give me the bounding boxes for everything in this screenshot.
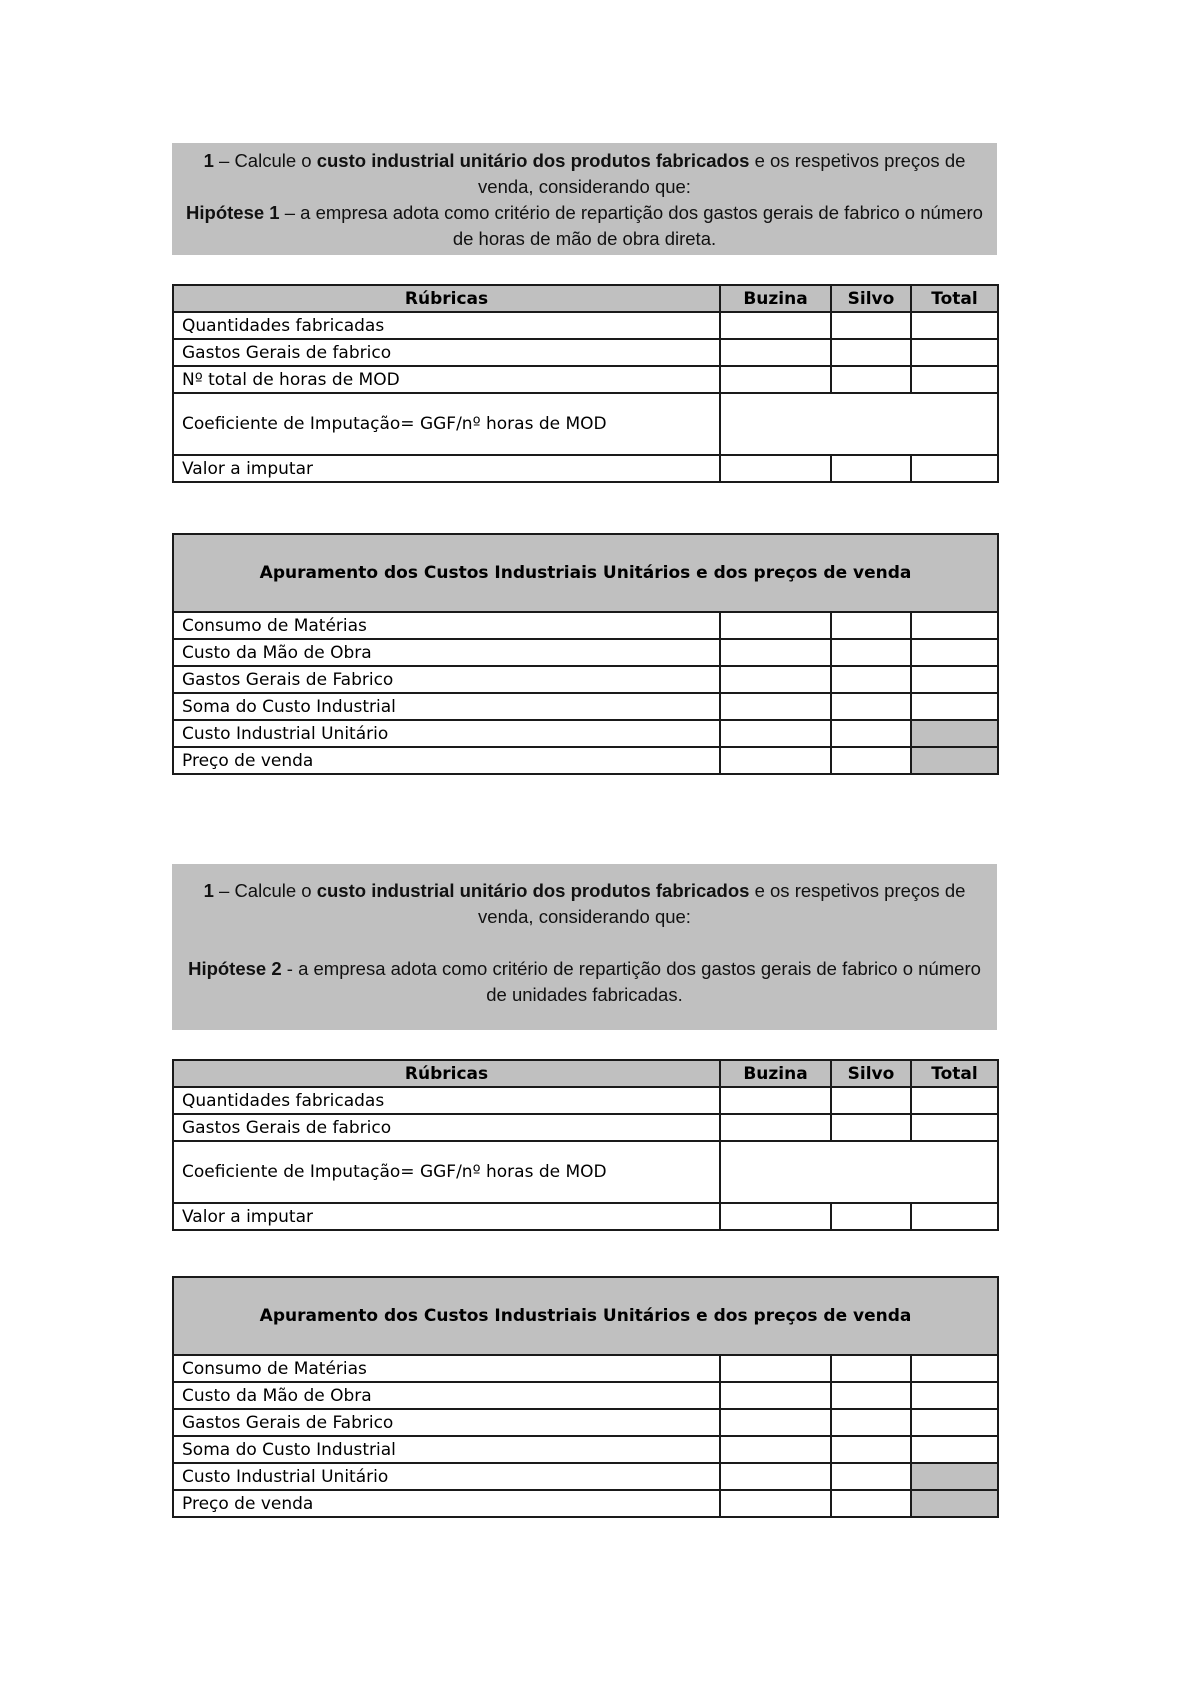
cell-silvo[interactable] bbox=[831, 1409, 911, 1436]
table-row bbox=[173, 639, 998, 666]
cell-buzina[interactable] bbox=[720, 312, 831, 339]
row-label: Soma do Custo Industrial bbox=[173, 1436, 720, 1463]
table-row bbox=[173, 1141, 998, 1203]
cell-coefficient[interactable] bbox=[720, 1141, 998, 1203]
table-row bbox=[173, 339, 998, 366]
cell-total[interactable] bbox=[911, 666, 998, 693]
cell-silvo[interactable] bbox=[831, 339, 911, 366]
hypothesis-1-condition: Hipótese 1 – a empresa adota como critério de repartição dos gastos gerais de fabrico o número de horas de mão de obra direta. bbox=[186, 202, 983, 249]
cell-buzina[interactable] bbox=[720, 366, 831, 393]
hypothesis-2-condition: Hipótese 2 - a empresa adota como critério de repartição dos gastos gerais de fabrico o número de unidades fabricadas. bbox=[188, 958, 981, 1005]
cell-buzina[interactable] bbox=[720, 639, 831, 666]
cell-total[interactable] bbox=[911, 366, 998, 393]
rubricas-table-1 bbox=[172, 284, 999, 483]
hypothesis-1-instruction: 1 – Calcule o custo industrial unitário dos produtos fabricados e os respetivos preços de venda, considerando que: bbox=[203, 150, 966, 197]
cell-silvo[interactable] bbox=[831, 720, 911, 747]
hypothesis-1-statement bbox=[172, 143, 997, 255]
rubricas-table-2 bbox=[172, 1059, 999, 1231]
cell-silvo[interactable] bbox=[831, 1436, 911, 1463]
cell-total[interactable] bbox=[911, 693, 998, 720]
row-label: Custo da Mão de Obra bbox=[173, 1382, 720, 1409]
header-total: Total bbox=[911, 285, 998, 312]
cell-total[interactable] bbox=[911, 312, 998, 339]
cell-buzina[interactable] bbox=[720, 612, 831, 639]
table-header-row bbox=[173, 285, 998, 312]
row-label: Consumo de Matérias bbox=[173, 612, 720, 639]
table-row bbox=[173, 1463, 998, 1490]
apuramento-table-1 bbox=[172, 533, 999, 775]
table-row bbox=[173, 393, 998, 455]
cell-total[interactable] bbox=[911, 1114, 998, 1141]
row-label: Soma do Custo Industrial bbox=[173, 693, 720, 720]
cell-coefficient[interactable] bbox=[720, 393, 998, 455]
table-row bbox=[173, 1490, 998, 1517]
header-buzina: Buzina bbox=[720, 1060, 831, 1087]
cell-silvo[interactable] bbox=[831, 747, 911, 774]
header-rubricas: Rúbricas bbox=[173, 285, 720, 312]
row-label: Nº total de horas de MOD bbox=[173, 366, 720, 393]
cell-total[interactable] bbox=[911, 639, 998, 666]
cell-total[interactable] bbox=[911, 1382, 998, 1409]
row-label: Gastos Gerais de Fabrico bbox=[173, 666, 720, 693]
row-label: Custo Industrial Unitário bbox=[173, 1463, 720, 1490]
table-row bbox=[173, 1382, 998, 1409]
cell-silvo[interactable] bbox=[831, 666, 911, 693]
table-row bbox=[173, 312, 998, 339]
row-label: Consumo de Matérias bbox=[173, 1355, 720, 1382]
cell-buzina[interactable] bbox=[720, 1382, 831, 1409]
table-header-row bbox=[173, 534, 998, 612]
hypothesis-2-instruction: 1 – Calcule o custo industrial unitário dos produtos fabricados e os respetivos preços de venda, considerando que: bbox=[203, 880, 966, 927]
table-row bbox=[173, 1087, 998, 1114]
cell-total[interactable] bbox=[911, 1203, 998, 1230]
cell-silvo[interactable] bbox=[831, 1087, 911, 1114]
cell-buzina[interactable] bbox=[720, 1114, 831, 1141]
table-row bbox=[173, 612, 998, 639]
cell-total[interactable] bbox=[911, 1409, 998, 1436]
table-row bbox=[173, 720, 998, 747]
table-row bbox=[173, 747, 998, 774]
row-label: Valor a imputar bbox=[173, 455, 720, 482]
cell-total[interactable] bbox=[911, 339, 998, 366]
cell-silvo[interactable] bbox=[831, 693, 911, 720]
cell-silvo[interactable] bbox=[831, 1490, 911, 1517]
cell-silvo[interactable] bbox=[831, 1203, 911, 1230]
table-row bbox=[173, 693, 998, 720]
row-label: Coeficiente de Imputação= GGF/nº horas de MOD bbox=[173, 393, 720, 455]
cell-buzina[interactable] bbox=[720, 1436, 831, 1463]
cell-total-disabled bbox=[911, 1463, 998, 1490]
cell-silvo[interactable] bbox=[831, 612, 911, 639]
table-header-row bbox=[173, 1060, 998, 1087]
cell-buzina[interactable] bbox=[720, 1463, 831, 1490]
table-header-row bbox=[173, 1277, 998, 1355]
cell-total[interactable] bbox=[911, 1087, 998, 1114]
row-label: Coeficiente de Imputação= GGF/nº horas de MOD bbox=[173, 1141, 720, 1203]
hypothesis-2-statement bbox=[172, 864, 997, 1030]
header-rubricas: Rúbricas bbox=[173, 1060, 720, 1087]
header-buzina: Buzina bbox=[720, 285, 831, 312]
cell-silvo[interactable] bbox=[831, 1382, 911, 1409]
cell-silvo[interactable] bbox=[831, 366, 911, 393]
cell-total[interactable] bbox=[911, 455, 998, 482]
table-row bbox=[173, 1409, 998, 1436]
header-silvo: Silvo bbox=[831, 285, 911, 312]
row-label: Gastos Gerais de fabrico bbox=[173, 339, 720, 366]
cell-buzina[interactable] bbox=[720, 1087, 831, 1114]
cell-silvo[interactable] bbox=[831, 639, 911, 666]
cell-total[interactable] bbox=[911, 612, 998, 639]
cell-buzina[interactable] bbox=[720, 1490, 831, 1517]
cell-silvo[interactable] bbox=[831, 1463, 911, 1490]
row-label: Quantidades fabricadas bbox=[173, 1087, 720, 1114]
row-label: Valor a imputar bbox=[173, 1203, 720, 1230]
header-silvo: Silvo bbox=[831, 1060, 911, 1087]
cell-buzina[interactable] bbox=[720, 693, 831, 720]
cell-total-disabled bbox=[911, 720, 998, 747]
table-row bbox=[173, 1114, 998, 1141]
row-label: Gastos Gerais de Fabrico bbox=[173, 1409, 720, 1436]
table-row bbox=[173, 1355, 998, 1382]
row-label: Custo da Mão de Obra bbox=[173, 639, 720, 666]
row-label: Preço de venda bbox=[173, 1490, 720, 1517]
cell-buzina[interactable] bbox=[720, 666, 831, 693]
cell-total-disabled bbox=[911, 747, 998, 774]
table-row bbox=[173, 1203, 998, 1230]
cell-buzina[interactable] bbox=[720, 720, 831, 747]
cell-silvo[interactable] bbox=[831, 1114, 911, 1141]
apuramento-table-2 bbox=[172, 1276, 999, 1518]
cell-buzina[interactable] bbox=[720, 455, 831, 482]
cell-buzina[interactable] bbox=[720, 1203, 831, 1230]
cell-buzina[interactable] bbox=[720, 1409, 831, 1436]
apuramento-title: Apuramento dos Custos Industriais Unitários e dos preços de venda bbox=[173, 1277, 998, 1355]
cell-total[interactable] bbox=[911, 1436, 998, 1463]
table-row bbox=[173, 366, 998, 393]
cell-buzina[interactable] bbox=[720, 1355, 831, 1382]
row-label: Quantidades fabricadas bbox=[173, 312, 720, 339]
cell-total[interactable] bbox=[911, 1355, 998, 1382]
row-label: Custo Industrial Unitário bbox=[173, 720, 720, 747]
table-row bbox=[173, 455, 998, 482]
apuramento-title: Apuramento dos Custos Industriais Unitários e dos preços de venda bbox=[173, 534, 998, 612]
table-row bbox=[173, 666, 998, 693]
row-label: Preço de venda bbox=[173, 747, 720, 774]
cell-total-disabled bbox=[911, 1490, 998, 1517]
cell-silvo[interactable] bbox=[831, 312, 911, 339]
row-label: Gastos Gerais de fabrico bbox=[173, 1114, 720, 1141]
table-row bbox=[173, 1436, 998, 1463]
cell-silvo[interactable] bbox=[831, 455, 911, 482]
cell-buzina[interactable] bbox=[720, 339, 831, 366]
cell-silvo[interactable] bbox=[831, 1355, 911, 1382]
cell-buzina[interactable] bbox=[720, 747, 831, 774]
header-total: Total bbox=[911, 1060, 998, 1087]
